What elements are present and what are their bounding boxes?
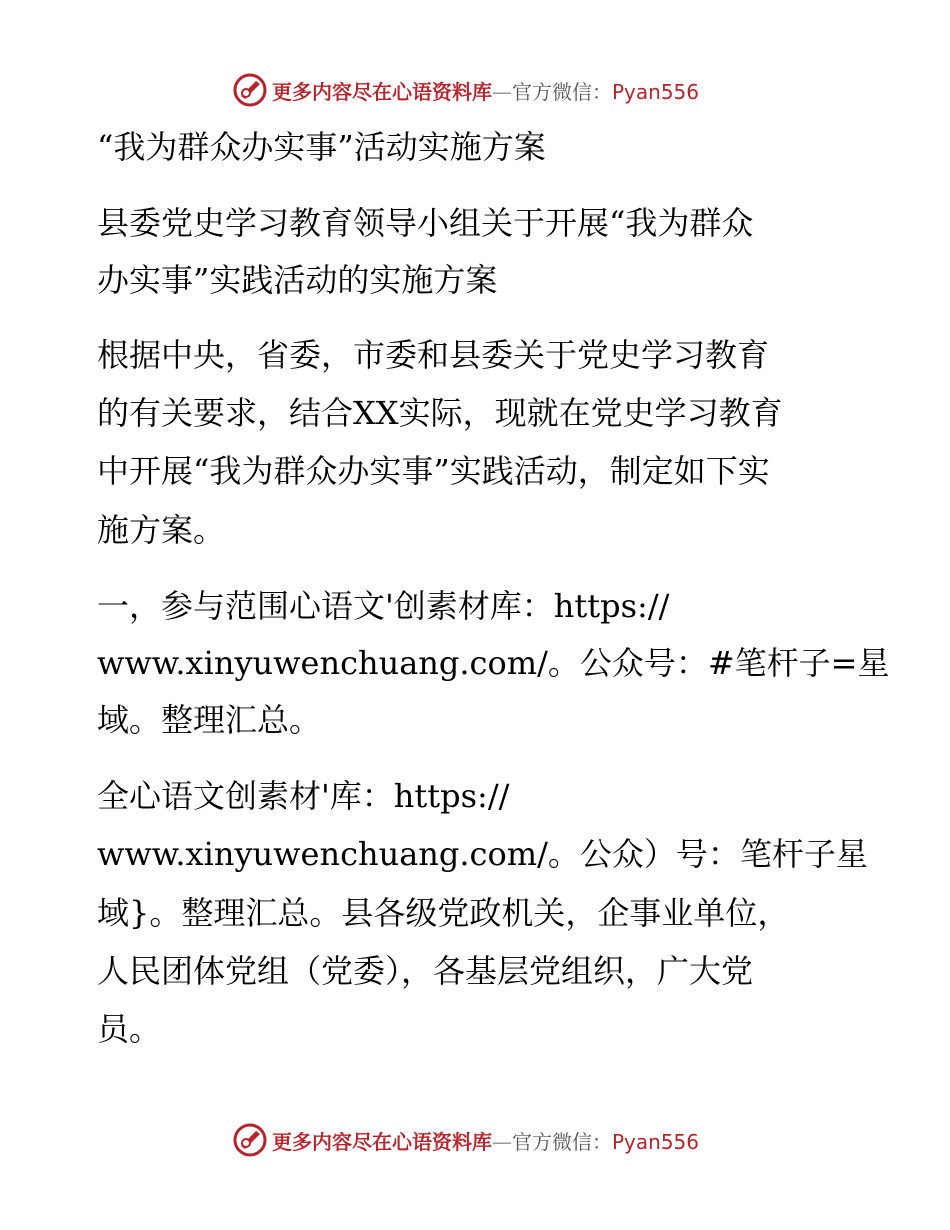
- brush-logo-icon: [232, 1122, 268, 1158]
- text-line: 全心语文创素材'库：https://: [97, 777, 510, 815]
- banner-brand: 更多内容尽在心语资料库: [272, 1130, 492, 1154]
- text-line: 施方案。: [97, 511, 226, 549]
- text-line: www.xinyuwenchuang.com/。公众）号：笔杆子星: [97, 835, 868, 873]
- text-line: 中开展“我为群众办实事”实践活动，制定如下实: [97, 452, 770, 490]
- banner-wechat-label: 官方微信：: [512, 1130, 612, 1154]
- footer-banner: [0, 1120, 950, 1160]
- text-line: 员。: [97, 1010, 162, 1048]
- text-line: www.xinyuwenchuang.com/。公众号：#笔杆子=星: [97, 644, 890, 682]
- text-line: 办实事”实践活动的实施方案: [97, 261, 498, 299]
- text-line: 域。整理汇总。: [97, 701, 322, 739]
- banner-wechat-id: Pyan556: [612, 80, 700, 104]
- brush-logo-icon: [232, 72, 268, 108]
- banner-wechat-label: 官方微信：: [512, 80, 612, 104]
- banner-brand: 更多内容尽在心语资料库: [272, 80, 492, 104]
- document-title: “我为群众办实事”活动实施方案: [97, 128, 546, 166]
- banner-wechat-id: Pyan556: [612, 1130, 700, 1154]
- text-line: 根据中央，省委，市委和县委关于党史学习教育: [97, 336, 770, 374]
- banner-separator: —: [492, 80, 512, 104]
- text-line: 域}。整理汇总。县各级党政机关，企事业单位，: [97, 894, 790, 932]
- text-line: 一，参与范围心语文'创素材库：https://: [97, 587, 670, 625]
- header-banner: [0, 70, 950, 110]
- banner-separator: —: [492, 1130, 512, 1154]
- text-line: 县委党史学习教育领导小组关于开展“我为群众: [97, 204, 754, 242]
- text-line: 人民团体党组（党委），各基层党组织，广大党: [97, 952, 754, 990]
- text-line: 的有关要求，结合XX实际，现就在党史学习教育: [97, 394, 783, 432]
